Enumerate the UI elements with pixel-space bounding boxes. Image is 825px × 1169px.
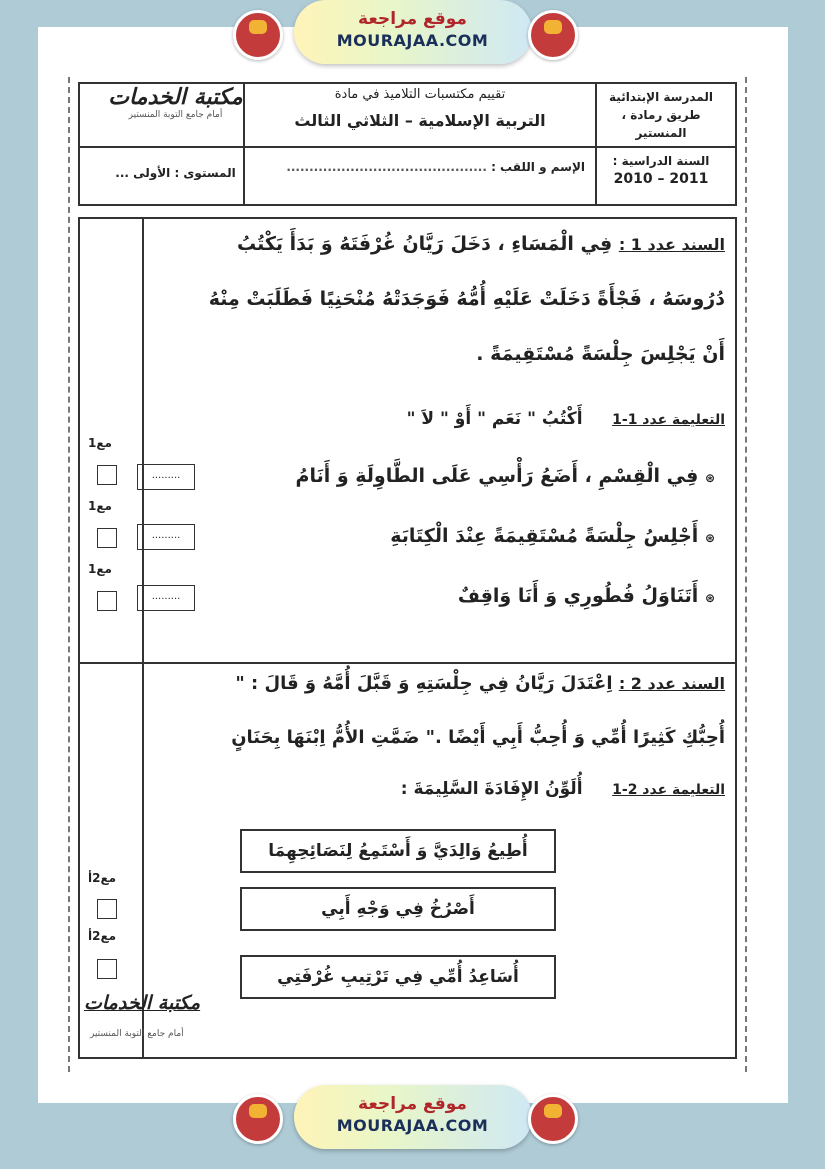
- text-line: السند عدد 2 : اِعْتَدَلَ رَيَّانُ فِي جِلْسَتِهِ وَ قَبَّلَ أُمَّهُ وَ قَالَ : ": [235, 673, 725, 694]
- criterion-label: مع1: [88, 562, 112, 576]
- criterion-checkbox[interactable]: [97, 959, 117, 979]
- answer-box[interactable]: .........: [137, 585, 195, 611]
- text-line: أُحِبُّكِ كَثِيرًا أُمِّي وَ أُحِبُّ أَبِي أَيْضًا ." ضَمَّتِ الأُمُّ اِبْنَهَا بِحَنَانٍ: [231, 727, 725, 748]
- site-name-ar: موقع مراجعة: [358, 1094, 467, 1114]
- section-2: [78, 657, 737, 1059]
- site-name-lat: MOURAJAA.COM: [336, 31, 489, 50]
- answer-box[interactable]: .........: [137, 464, 195, 490]
- criteria-column-1: [80, 219, 144, 662]
- instruction-text: أُلَوِّنُ الإِفَادَةَ السَّلِيمَةَ :: [400, 779, 583, 799]
- name-field[interactable]: ............................................: [286, 160, 487, 174]
- criterion-checkbox[interactable]: [97, 528, 117, 548]
- statement-item: ⊛ أَجْلِسُ جِلْسَةً مُسْتَقِيمَةً عِنْدَ الْكِتَابَةِ: [390, 525, 715, 547]
- site-banner-top[interactable]: [294, 0, 532, 64]
- criterion-label: مع2أ: [88, 871, 117, 885]
- text-line: أَنْ يَجْلِسَ جِلْسَةً مُسْتَقِيمَةً .: [476, 343, 725, 365]
- section-1: [78, 217, 737, 664]
- instruction-line: [150, 774, 725, 805]
- statement-item: ⊛ فِي الْقِسْمِ ، أَضَعُ رَأْسِي عَلَى الطَّاوِلَةِ وَ أَنَامُ: [295, 465, 715, 487]
- option-box[interactable]: أُطِيعُ وَالِدَيَّ وَ أَسْتَمِعُ لِنَصَائِحِهِمَا: [240, 829, 556, 873]
- criterion-checkbox[interactable]: [97, 591, 117, 611]
- site-logo-right-top[interactable]: [528, 10, 578, 60]
- criterion-label: مع1: [88, 499, 112, 513]
- eval-title: تقييم مكتسبات التلاميذ في مادة: [334, 87, 506, 102]
- answer-box[interactable]: .........: [137, 524, 195, 550]
- statement-item: ⊛ أَتَنَاوَلُ فُطُورِي وَ أَنَا وَاقِفٌ: [457, 585, 715, 607]
- exam-header: [78, 82, 737, 206]
- criterion-label: مع2أ: [88, 929, 117, 943]
- school-address: طريق رمادة ، المنستير: [621, 108, 701, 140]
- school-year: 2011 – 2010: [613, 171, 709, 187]
- site-logo-left-top[interactable]: [233, 10, 283, 60]
- instruction-text: أَكْتُبُ " نَعَم " أَوْ " لاَ ": [406, 409, 583, 429]
- section-title: السند عدد 2 :: [618, 674, 725, 693]
- instruction-tag: التعليمة عدد 1-1: [612, 412, 725, 428]
- exam-sheet: [38, 27, 788, 1103]
- text-line: السند عدد 1 : فِي الْمَسَاءِ ، دَخَلَ رَيَّانُ غُرْفَتَهُ وَ بَدَأَ يَكْتُبُ: [236, 233, 725, 255]
- footer-address: أمام جامع التوبة المنستير: [90, 1029, 184, 1039]
- exam-paper: [68, 77, 747, 1072]
- year-label: السنة الدراسية :: [612, 154, 710, 168]
- instruction-tag: التعليمة عدد 2-1: [612, 782, 725, 798]
- library-address: أمام جامع التوبة المنستير: [128, 110, 223, 120]
- site-banner-bottom[interactable]: [294, 1085, 532, 1149]
- instruction-line: [150, 404, 725, 435]
- criterion-checkbox[interactable]: [97, 899, 117, 919]
- subject-title: التربية الإسلامية – الثلاثي الثالث: [294, 111, 546, 130]
- site-name-lat: MOURAJAA.COM: [336, 1116, 489, 1135]
- section-title: السند عدد 1 :: [618, 235, 725, 254]
- criterion-checkbox[interactable]: [97, 465, 117, 485]
- criterion-label: مع1: [88, 436, 112, 450]
- school-name: المدرسة الإبتدائية: [609, 90, 713, 104]
- name-label: الإسم و اللقب :: [491, 160, 585, 174]
- option-box[interactable]: أَصْرُخُ فِي وَجْهِ أَبِي: [240, 887, 556, 931]
- option-box[interactable]: أُسَاعِدُ أُمِّي فِي تَرْتِيبِ غُرْفَتِي: [240, 955, 556, 999]
- site-logo-left-bottom[interactable]: [233, 1094, 283, 1144]
- site-name-ar: موقع مراجعة: [358, 9, 467, 29]
- footer-stamp: مكتبة الخدمات: [84, 992, 201, 1014]
- site-logo-right-bottom[interactable]: [528, 1094, 578, 1144]
- text-line: دُرُوسَهُ ، فَجْأَةً دَخَلَتْ عَلَيْهِ أُمُّهُ فَوَجَدَتْهُ مُنْحَنِيًا فَطَلَبَتْ مِنْهُ: [208, 288, 725, 310]
- level-label: المستوى : الأولى ...: [115, 166, 236, 180]
- library-stamp: مكتبة الخدمات: [108, 84, 243, 110]
